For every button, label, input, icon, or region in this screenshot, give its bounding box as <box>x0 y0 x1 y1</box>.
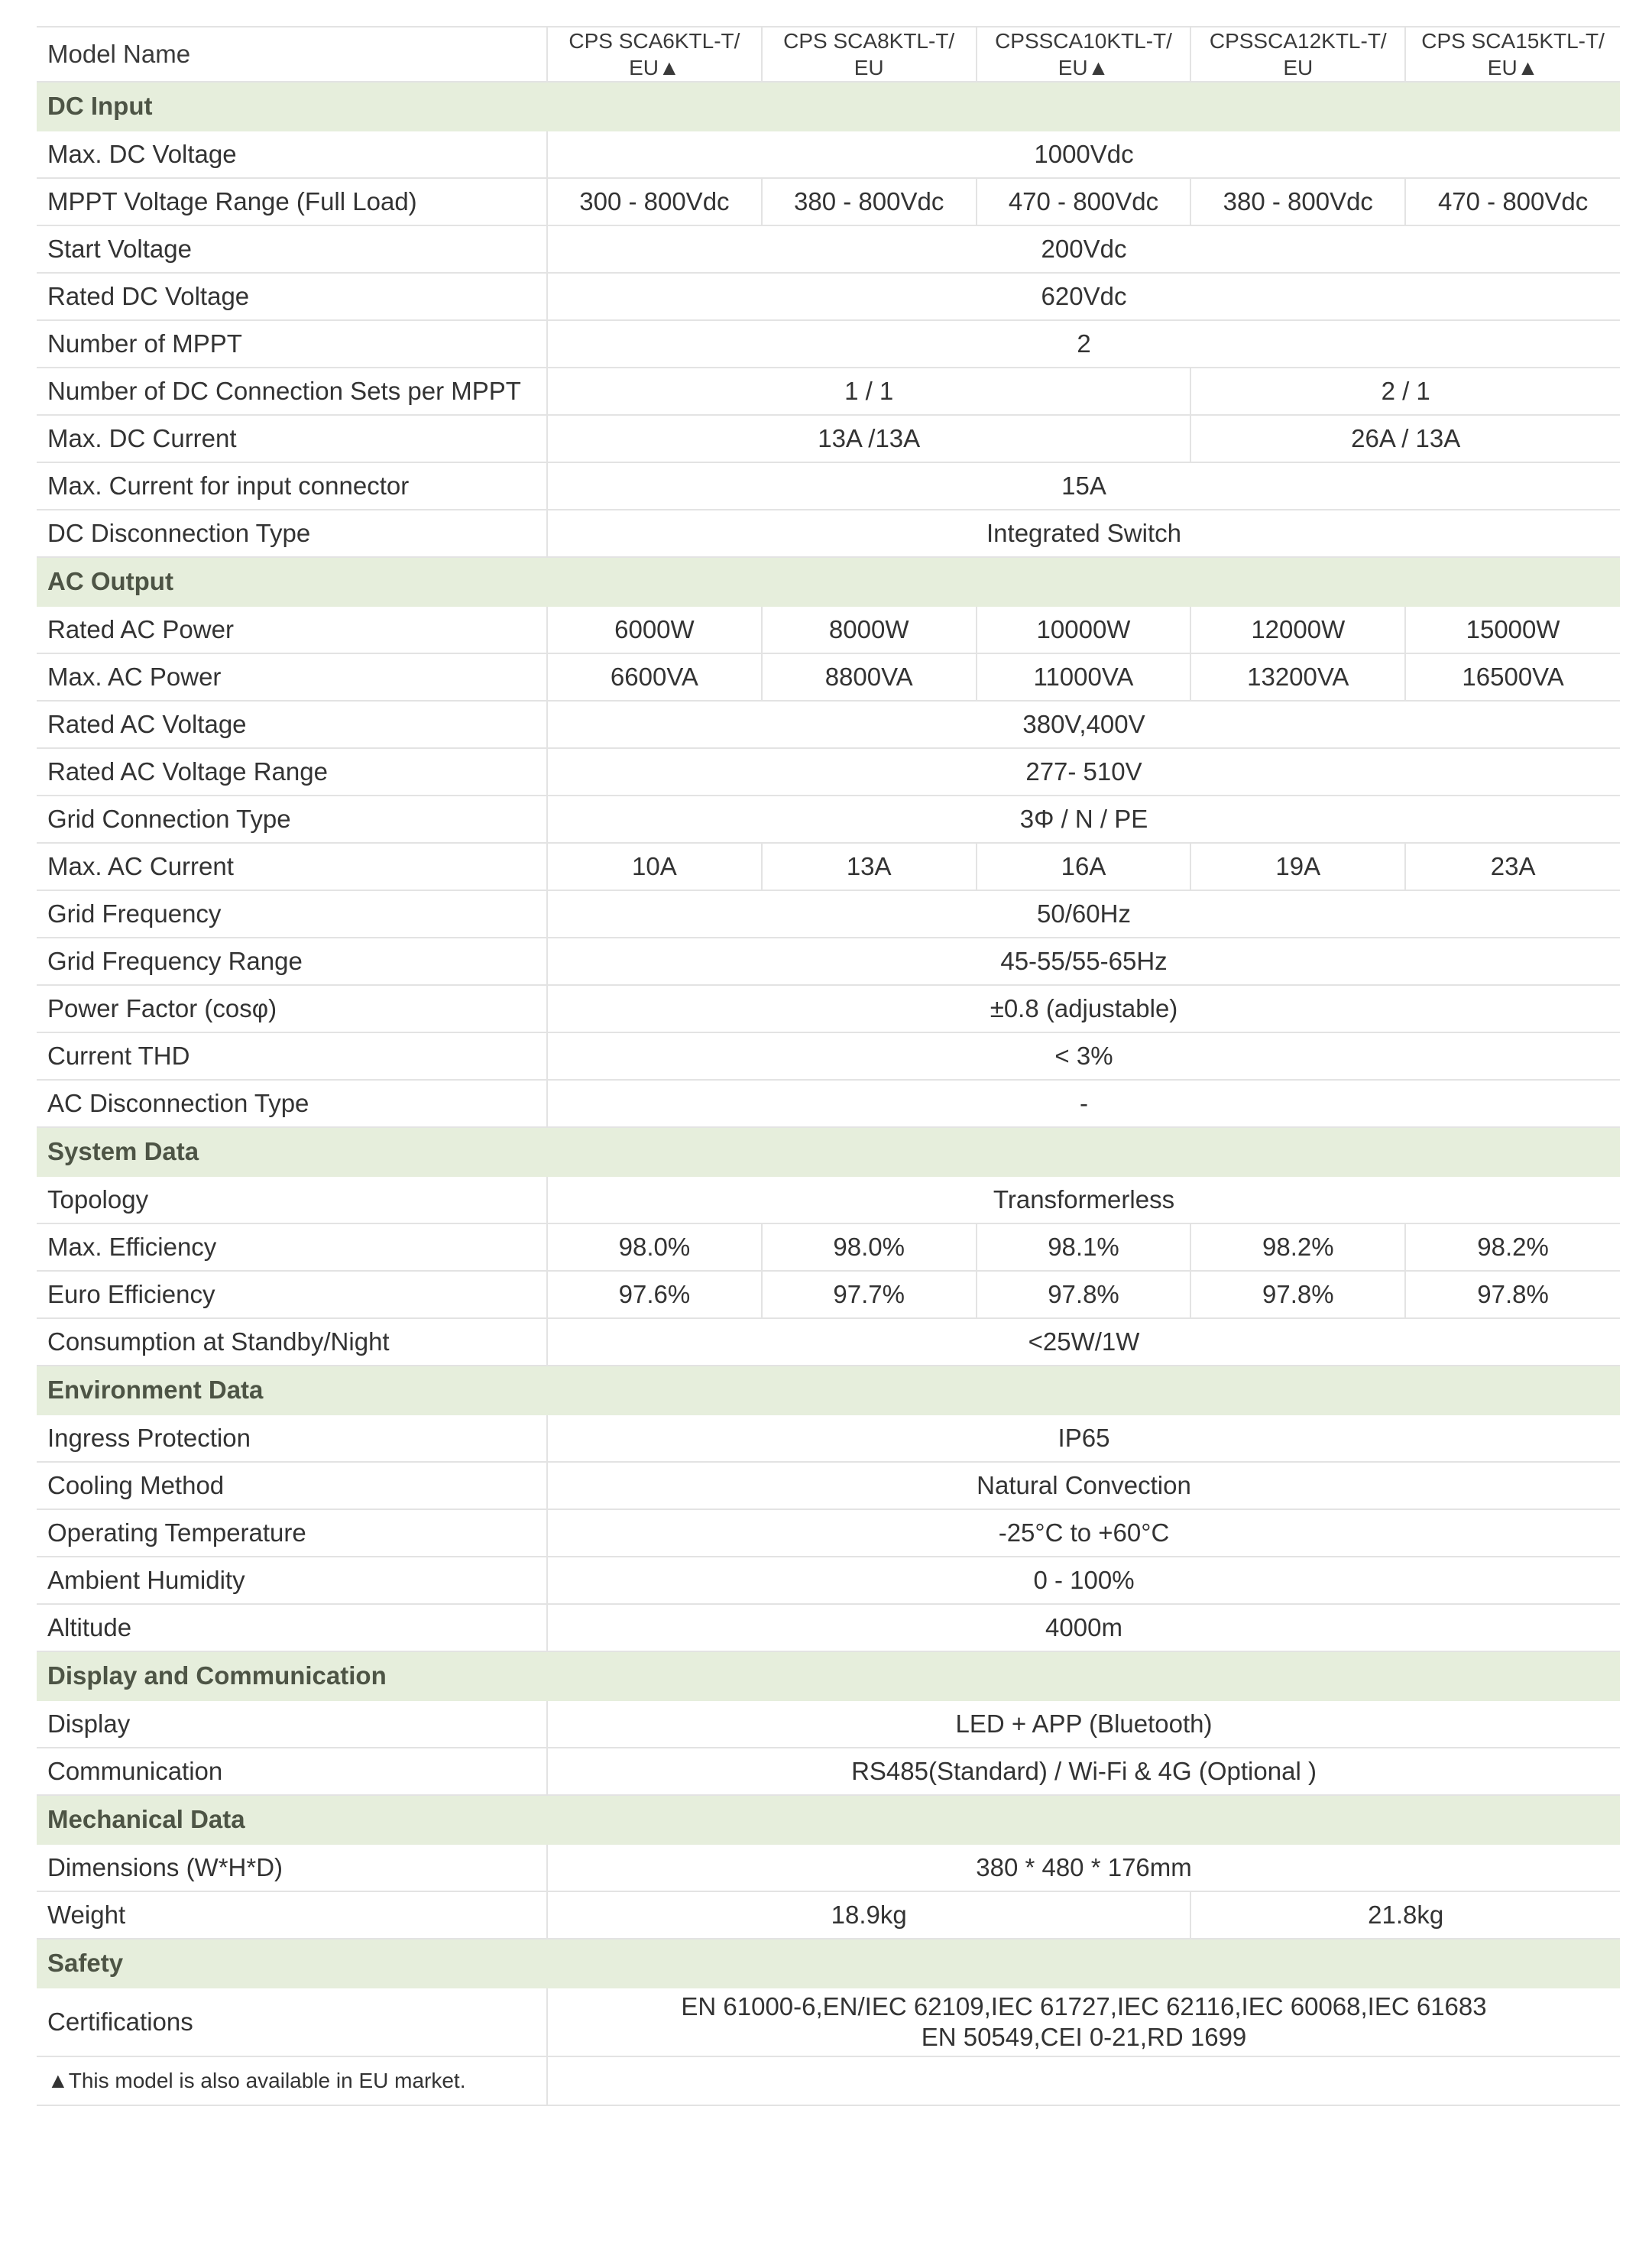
table-row <box>37 653 1620 701</box>
table-row <box>37 1557 1620 1604</box>
row-label: Rated AC Power <box>37 606 547 653</box>
footnote-row <box>37 2056 1620 2105</box>
model-name-cell: CPS SCA8KTL-T/ EU <box>762 27 977 82</box>
row-value: 21.8kg <box>1190 1891 1620 1939</box>
table-row <box>37 1032 1620 1080</box>
row-value: 6600VA <box>547 653 762 701</box>
row-value: 16A <box>977 843 1191 890</box>
table-row <box>37 462 1620 510</box>
row-label: Topology <box>37 1176 547 1223</box>
row-value: IP65 <box>547 1415 1620 1462</box>
section-title: System Data <box>37 1127 1620 1176</box>
row-label: Ambient Humidity <box>37 1557 547 1604</box>
row-label: AC Disconnection Type <box>37 1080 547 1127</box>
table-row <box>37 1462 1620 1509</box>
row-label: Max. AC Current <box>37 843 547 890</box>
spec-table <box>37 26 1620 2106</box>
row-value: < 3% <box>547 1032 1620 1080</box>
section-title: Safety <box>37 1939 1620 1988</box>
table-row <box>37 1891 1620 1939</box>
section-title: Mechanical Data <box>37 1795 1620 1844</box>
row-label: Start Voltage <box>37 225 547 273</box>
section-title: Environment Data <box>37 1366 1620 1415</box>
row-value: 200Vdc <box>547 225 1620 273</box>
row-value: 98.1% <box>977 1223 1191 1271</box>
row-label: Dimensions (W*H*D) <box>37 1844 547 1891</box>
row-label: Current THD <box>37 1032 547 1080</box>
row-label: Max. DC Current <box>37 415 547 462</box>
row-value: 98.0% <box>547 1223 762 1271</box>
row-value: 97.6% <box>547 1271 762 1318</box>
row-value: 470 - 800Vdc <box>977 178 1191 225</box>
row-value: 98.0% <box>762 1223 977 1271</box>
row-label: Operating Temperature <box>37 1509 547 1557</box>
section-title: Display and Communication <box>37 1651 1620 1700</box>
table-row <box>37 1080 1620 1127</box>
row-value: 470 - 800Vdc <box>1405 178 1620 225</box>
row-label: Certifications <box>37 1988 547 2056</box>
row-value: 16500VA <box>1405 653 1620 701</box>
table-row <box>37 1271 1620 1318</box>
row-value: -25°C to +60°C <box>547 1509 1620 1557</box>
row-value: 19A <box>1190 843 1405 890</box>
section-title: DC Input <box>37 82 1620 131</box>
row-value: 380V,400V <box>547 701 1620 748</box>
footnote: ▲This model is also available in EU market. <box>37 2056 547 2105</box>
row-value: - <box>547 1080 1620 1127</box>
row-value: 10A <box>547 843 762 890</box>
row-value: 277- 510V <box>547 748 1620 796</box>
header-row <box>37 27 1620 82</box>
model-name-cell: CPSSCA12KTL-T/ EU <box>1190 27 1405 82</box>
section-ac-output <box>37 557 1620 606</box>
row-value: 13A <box>762 843 977 890</box>
table-row <box>37 1700 1620 1748</box>
row-value: 97.7% <box>762 1271 977 1318</box>
row-value: 12000W <box>1190 606 1405 653</box>
section-display-communication <box>37 1651 1620 1700</box>
row-value: 8800VA <box>762 653 977 701</box>
row-value: EN 61000-6,EN/IEC 62109,IEC 61727,IEC 62116,IEC 60068,IEC 61683 EN 50549,CEI 0-21,RD 1699 <box>547 1988 1620 2056</box>
table-row <box>37 510 1620 557</box>
row-label: Ingress Protection <box>37 1415 547 1462</box>
row-label: Power Factor (cosφ) <box>37 985 547 1032</box>
table-row <box>37 1509 1620 1557</box>
table-row <box>37 1415 1620 1462</box>
table-row <box>37 843 1620 890</box>
row-value: Transformerless <box>547 1176 1620 1223</box>
model-name-label: Model Name <box>37 27 547 82</box>
row-label: Rated AC Voltage Range <box>37 748 547 796</box>
row-label: Rated DC Voltage <box>37 273 547 320</box>
row-value: 97.8% <box>977 1271 1191 1318</box>
row-value: 98.2% <box>1405 1223 1620 1271</box>
section-system-data <box>37 1127 1620 1176</box>
row-label: Grid Connection Type <box>37 796 547 843</box>
row-value: 98.2% <box>1190 1223 1405 1271</box>
row-label: Max. DC Voltage <box>37 131 547 178</box>
row-value: 45-55/55-65Hz <box>547 938 1620 985</box>
row-value: 380 - 800Vdc <box>762 178 977 225</box>
row-value: 97.8% <box>1405 1271 1620 1318</box>
table-row <box>37 890 1620 938</box>
row-label: Rated AC Voltage <box>37 701 547 748</box>
row-value: Integrated Switch <box>547 510 1620 557</box>
table-row <box>37 1988 1620 2056</box>
row-label: Max. AC Power <box>37 653 547 701</box>
table-row <box>37 938 1620 985</box>
row-value: 3Φ / N / PE <box>547 796 1620 843</box>
row-value: Natural Convection <box>547 1462 1620 1509</box>
model-name-cell: CPSSCA10KTL-T/ EU▲ <box>977 27 1191 82</box>
row-value: 15000W <box>1405 606 1620 653</box>
table-row <box>37 1748 1620 1795</box>
row-label: DC Disconnection Type <box>37 510 547 557</box>
row-value: LED + APP (Bluetooth) <box>547 1700 1620 1748</box>
section-dc-input <box>37 82 1620 131</box>
footnote-empty-cell <box>547 2056 1620 2105</box>
row-label: Max. Current for input connector <box>37 462 547 510</box>
section-title: AC Output <box>37 557 1620 606</box>
table-row <box>37 1223 1620 1271</box>
row-value: 6000W <box>547 606 762 653</box>
row-value: 18.9kg <box>547 1891 1190 1939</box>
table-row <box>37 415 1620 462</box>
row-value: 0 - 100% <box>547 1557 1620 1604</box>
row-value: 26A / 13A <box>1190 415 1620 462</box>
table-row <box>37 320 1620 368</box>
row-value: 1000Vdc <box>547 131 1620 178</box>
row-label: Display <box>37 1700 547 1748</box>
table-row <box>37 748 1620 796</box>
table-row <box>37 796 1620 843</box>
row-value: 15A <box>547 462 1620 510</box>
row-value: 2 / 1 <box>1190 368 1620 415</box>
section-environment-data <box>37 1366 1620 1415</box>
row-label: Number of MPPT <box>37 320 547 368</box>
table-row <box>37 225 1620 273</box>
table-row <box>37 273 1620 320</box>
row-label: Grid Frequency Range <box>37 938 547 985</box>
model-name-cell: CPS SCA15KTL-T/ EU▲ <box>1405 27 1620 82</box>
row-value: 11000VA <box>977 653 1191 701</box>
row-value: 620Vdc <box>547 273 1620 320</box>
table-row <box>37 606 1620 653</box>
row-value: 13200VA <box>1190 653 1405 701</box>
row-label: Number of DC Connection Sets per MPPT <box>37 368 547 415</box>
row-label: Consumption at Standby/Night <box>37 1318 547 1366</box>
row-value: RS485(Standard) / Wi-Fi & 4G (Optional ) <box>547 1748 1620 1795</box>
row-label: MPPT Voltage Range (Full Load) <box>37 178 547 225</box>
model-name-cell: CPS SCA6KTL-T/ EU▲ <box>547 27 762 82</box>
row-label: Communication <box>37 1748 547 1795</box>
row-label: Max. Efficiency <box>37 1223 547 1271</box>
row-value: 50/60Hz <box>547 890 1620 938</box>
table-row <box>37 985 1620 1032</box>
row-value: 8000W <box>762 606 977 653</box>
row-value: ±0.8 (adjustable) <box>547 985 1620 1032</box>
row-value: 380 - 800Vdc <box>1190 178 1405 225</box>
table-row <box>37 178 1620 225</box>
row-value: 4000m <box>547 1604 1620 1651</box>
table-row <box>37 1318 1620 1366</box>
row-value: 1 / 1 <box>547 368 1190 415</box>
row-value: 300 - 800Vdc <box>547 178 762 225</box>
row-label: Cooling Method <box>37 1462 547 1509</box>
row-value: 97.8% <box>1190 1271 1405 1318</box>
table-row <box>37 1604 1620 1651</box>
table-row <box>37 368 1620 415</box>
row-label: Altitude <box>37 1604 547 1651</box>
section-safety <box>37 1939 1620 1988</box>
row-value: 23A <box>1405 843 1620 890</box>
row-value: 380 * 480 * 176mm <box>547 1844 1620 1891</box>
row-label: Grid Frequency <box>37 890 547 938</box>
table-row <box>37 1844 1620 1891</box>
row-value: 2 <box>547 320 1620 368</box>
table-row <box>37 701 1620 748</box>
row-label: Weight <box>37 1891 547 1939</box>
row-value: <25W/1W <box>547 1318 1620 1366</box>
row-label: Euro Efficiency <box>37 1271 547 1318</box>
table-row <box>37 131 1620 178</box>
row-value: 10000W <box>977 606 1191 653</box>
row-value: 13A /13A <box>547 415 1190 462</box>
table-row <box>37 1176 1620 1223</box>
section-mechanical-data <box>37 1795 1620 1844</box>
